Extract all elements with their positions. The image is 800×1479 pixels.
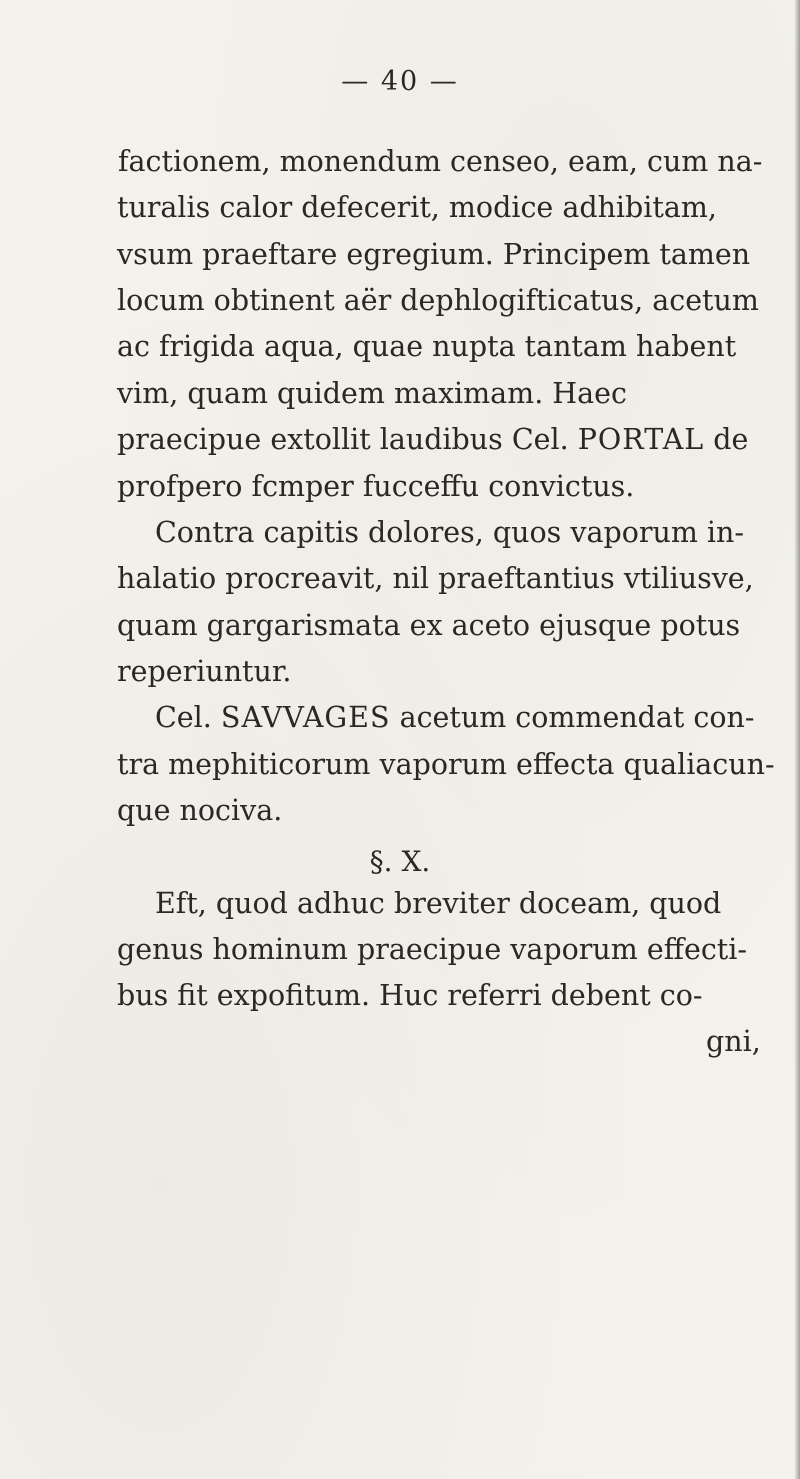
- page-number-header: — 40 —: [341, 66, 459, 97]
- text-line-8: profpero fcmper fucceffu convictus.: [117, 470, 635, 503]
- text-line-7-end: de: [713, 423, 749, 456]
- text-line-1: factionem, monendum censeo, eam, cum na-: [118, 145, 763, 178]
- text-line-17: genus hominum praecipue vaporum effecti-: [117, 933, 747, 966]
- text-line-7-start: praecipue extollit laudibus Cel.: [117, 423, 569, 456]
- text-line-5: ac frigida aqua, quae nupta tantam habent: [117, 330, 737, 363]
- text-line-14: tra mephiticorum vaporum effecta qualiacun-: [117, 748, 775, 781]
- author-name-savvages: SAVVAGES: [220, 701, 391, 734]
- text-line-9: Contra capitis dolores, quos vaporum in-: [155, 516, 745, 549]
- text-line-16: Eft, quod adhuc breviter doceam, quod: [155, 887, 722, 920]
- text-line-13: [155, 701, 755, 734]
- text-line-3: vsum praeftare egregium. Principem tamen: [117, 238, 751, 271]
- text-line-12: reperiuntur.: [117, 655, 292, 688]
- text-line-10: halatio procreavit, nil praeftantius vtiliusve,: [117, 562, 754, 595]
- text-line-13-end: acetum commendat con-: [399, 701, 755, 734]
- text-line-11: quam gargarismata ex aceto ejusque potus: [117, 609, 741, 642]
- text-line-18: bus fit expofitum. Huc referri debent co-: [117, 979, 703, 1012]
- page-edge-shadow: [794, 0, 800, 1479]
- author-name-portal: PORTAL: [577, 423, 705, 456]
- catchword: gni,: [706, 1025, 761, 1058]
- text-line-7: [117, 423, 749, 456]
- text-line-15: que nociva.: [117, 794, 283, 827]
- text-line-13-start: Cel.: [155, 701, 212, 734]
- text-line-6: vim, quam quidem maximam. Haec: [117, 377, 627, 410]
- text-line-4: locum obtinent aër dephlogifticatus, acetum: [117, 284, 759, 317]
- section-heading: §. X.: [369, 845, 431, 878]
- text-line-2: turalis calor defecerit, modice adhibitam,: [117, 191, 717, 224]
